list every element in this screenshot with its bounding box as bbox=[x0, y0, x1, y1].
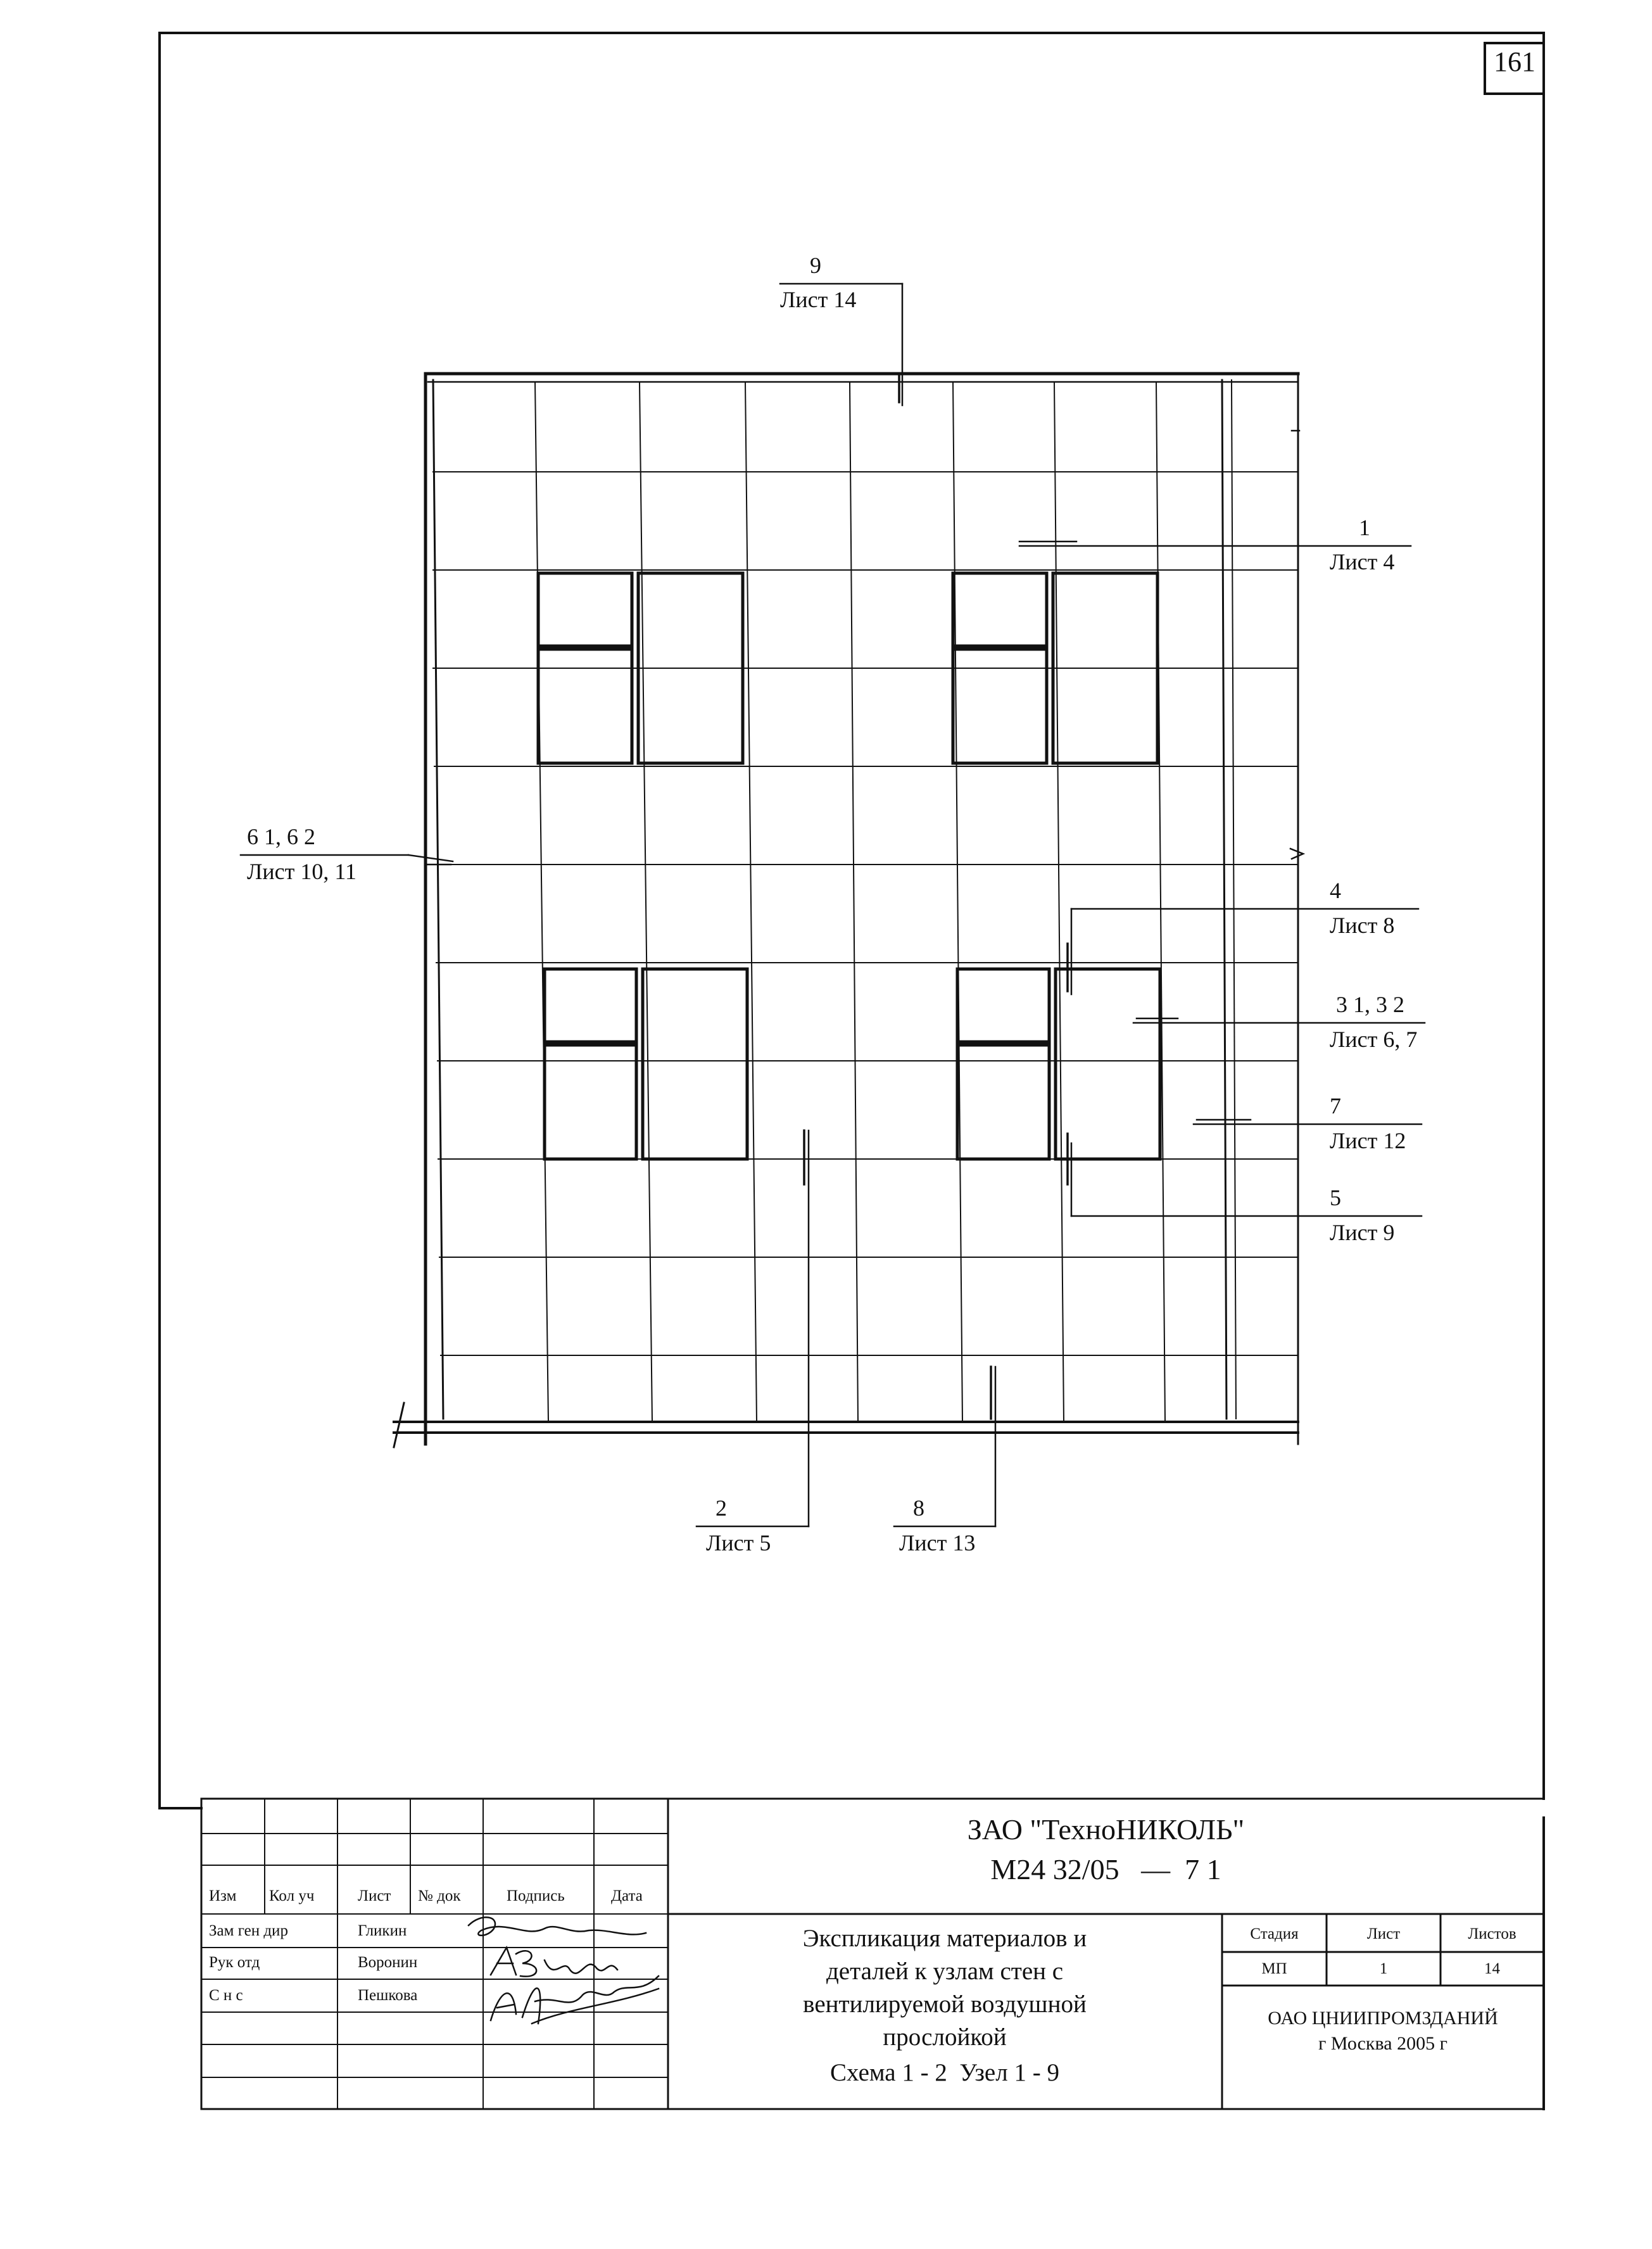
organization-city-year: г Москва 2005 г bbox=[1318, 2033, 1447, 2054]
window-bottom-left bbox=[545, 969, 747, 1159]
name-voronin: Воронин bbox=[358, 1954, 418, 1971]
callout-6-sheet: Лист 10, 11 bbox=[247, 859, 357, 884]
sheet-number: 161 bbox=[1494, 46, 1535, 77]
callout-4-number: 4 bbox=[1330, 878, 1341, 903]
drawing-title-line-4: прослойкой bbox=[883, 2024, 1007, 2051]
callout-1-sheet: Лист 4 bbox=[1330, 549, 1395, 574]
window-bottom-right bbox=[957, 969, 1160, 1159]
drawing-title-line-3: вентилируемой воздушной bbox=[803, 1991, 1087, 2018]
callout-leaders bbox=[241, 284, 1425, 1526]
header-izm: Изм bbox=[209, 1887, 237, 1904]
callout-6-number: 6 1, 6 2 bbox=[247, 824, 315, 849]
organization-name: ОАО ЦНИИПРОМЗДАНИЙ bbox=[1268, 2008, 1498, 2029]
drawing-title-line-1: Экспликация материалов и bbox=[802, 1925, 1087, 1952]
stage-value: МП bbox=[1261, 1960, 1287, 1977]
panel-grid bbox=[433, 382, 1298, 1422]
header-list: Лист bbox=[358, 1887, 391, 1904]
drawing-title-line-2: деталей к узлам стен с bbox=[826, 1958, 1064, 1985]
name-glikin: Гликин bbox=[358, 1922, 407, 1939]
header-n-dok: № док bbox=[418, 1887, 461, 1904]
callout-2-sheet: Лист 5 bbox=[706, 1530, 771, 1555]
role-sns: С н с bbox=[209, 1987, 243, 2004]
callout-3-number: 3 1, 3 2 bbox=[1336, 992, 1404, 1017]
facade-outline bbox=[394, 374, 1303, 1447]
stage-header: Стадия bbox=[1250, 1925, 1299, 1942]
callout-7-number: 7 bbox=[1330, 1093, 1341, 1118]
callout-3-sheet: Лист 6, 7 bbox=[1330, 1027, 1418, 1052]
signature-voronin bbox=[491, 1948, 617, 1977]
callout-2-number: 2 bbox=[716, 1495, 727, 1521]
sheets-header: Листов bbox=[1468, 1925, 1516, 1942]
callout-8-number: 8 bbox=[913, 1495, 924, 1521]
document-code: М24 32/05 — 7 1 bbox=[990, 1853, 1221, 1885]
signature-glikin bbox=[469, 1917, 646, 1935]
callout-1-number: 1 bbox=[1359, 515, 1370, 540]
role-ruk-otd: Рук отд bbox=[209, 1954, 260, 1971]
sheet-value: 1 bbox=[1379, 1960, 1388, 1977]
sheet-frame bbox=[160, 33, 1544, 2109]
callout-8-sheet: Лист 13 bbox=[899, 1530, 976, 1555]
sheet-header: Лист bbox=[1366, 1925, 1401, 1942]
sheets-value: 14 bbox=[1484, 1960, 1500, 1977]
name-peshkova: Пешкова bbox=[358, 1987, 418, 2004]
callout-9-number: 9 bbox=[810, 253, 821, 278]
header-kol-uch: Кол уч bbox=[269, 1887, 315, 1904]
signature-peshkova bbox=[491, 1976, 659, 2024]
drawing-title-line-5: Схема 1 - 2 Узел 1 - 9 bbox=[830, 2059, 1059, 2086]
role-zam-gen-dir: Зам ген дир bbox=[209, 1922, 288, 1939]
callout-4-sheet: Лист 8 bbox=[1330, 913, 1395, 938]
callout-7-sheet: Лист 12 bbox=[1330, 1128, 1406, 1153]
callout-9-sheet: Лист 14 bbox=[780, 287, 857, 312]
callout-5-sheet: Лист 9 bbox=[1330, 1220, 1395, 1245]
header-data: Дата bbox=[611, 1887, 643, 1904]
company-name: ЗАО "ТехноНИКОЛЬ" bbox=[967, 1813, 1245, 1846]
header-podpis: Подпись bbox=[507, 1887, 565, 1904]
callout-5-number: 5 bbox=[1330, 1185, 1341, 1210]
